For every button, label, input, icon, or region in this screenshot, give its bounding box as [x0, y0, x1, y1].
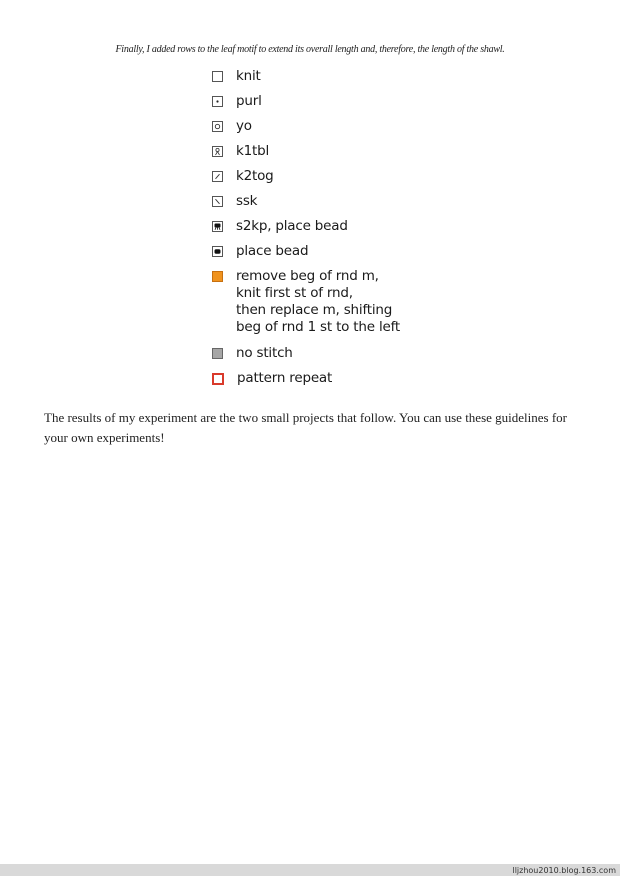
legend-item-no-stitch [212, 345, 472, 362]
legend-label: knit [236, 68, 261, 84]
legend-label: s2kp, place bead [236, 218, 348, 234]
legend-label: ssk [236, 193, 258, 209]
no-stitch-symbol-icon [212, 348, 223, 359]
yo-symbol-icon [212, 121, 223, 132]
legend-label: purl [236, 93, 262, 109]
legend-label: place bead [236, 243, 309, 259]
legend-label: pattern repeat [237, 370, 333, 386]
stitch-legend [212, 68, 472, 395]
legend-item-k2tog [212, 168, 472, 185]
body-paragraph: The results of my experiment are the two small projects that follow. You can use these guidelines for your own experiments! [44, 410, 568, 445]
pattern-repeat-symbol-icon [212, 373, 224, 385]
legend-label: k2tog [236, 168, 274, 184]
legend-item-k1tbl [212, 143, 472, 160]
legend-label: k1tbl [236, 143, 270, 159]
place-bead-symbol-icon [212, 246, 223, 257]
legend-item-ssk [212, 193, 472, 210]
remove-marker-symbol-icon [212, 271, 223, 282]
legend-label: yo [236, 118, 252, 134]
ssk-symbol-icon [212, 196, 223, 207]
legend-item-remove-marker [212, 268, 472, 336]
legend-item-pattern-repeat [212, 370, 472, 387]
legend-item-yo [212, 118, 472, 135]
k2tog-symbol-icon [212, 171, 223, 182]
legend-item-purl [212, 93, 472, 110]
footer-bar [0, 864, 620, 876]
s2kp-bead-symbol-icon [212, 221, 223, 232]
watermark: lljzhou2010.blog.163.com [512, 866, 616, 875]
legend-item-place-bead [212, 243, 472, 260]
figure-caption: Finally, I added rows to the leaf motif to extend its overall length and, therefore, the length of the shawl. [115, 44, 505, 55]
k1tbl-symbol-icon [212, 146, 223, 157]
legend-label: no stitch [236, 345, 293, 361]
legend-item-s2kp-bead [212, 218, 472, 235]
purl-symbol-icon [212, 96, 223, 107]
legend-item-knit [212, 68, 472, 85]
legend-label: remove beg of rnd m, knit first st of rnd, then replace m, shifting beg of rnd 1 st to the left [236, 268, 401, 335]
knit-symbol-icon [212, 71, 223, 82]
